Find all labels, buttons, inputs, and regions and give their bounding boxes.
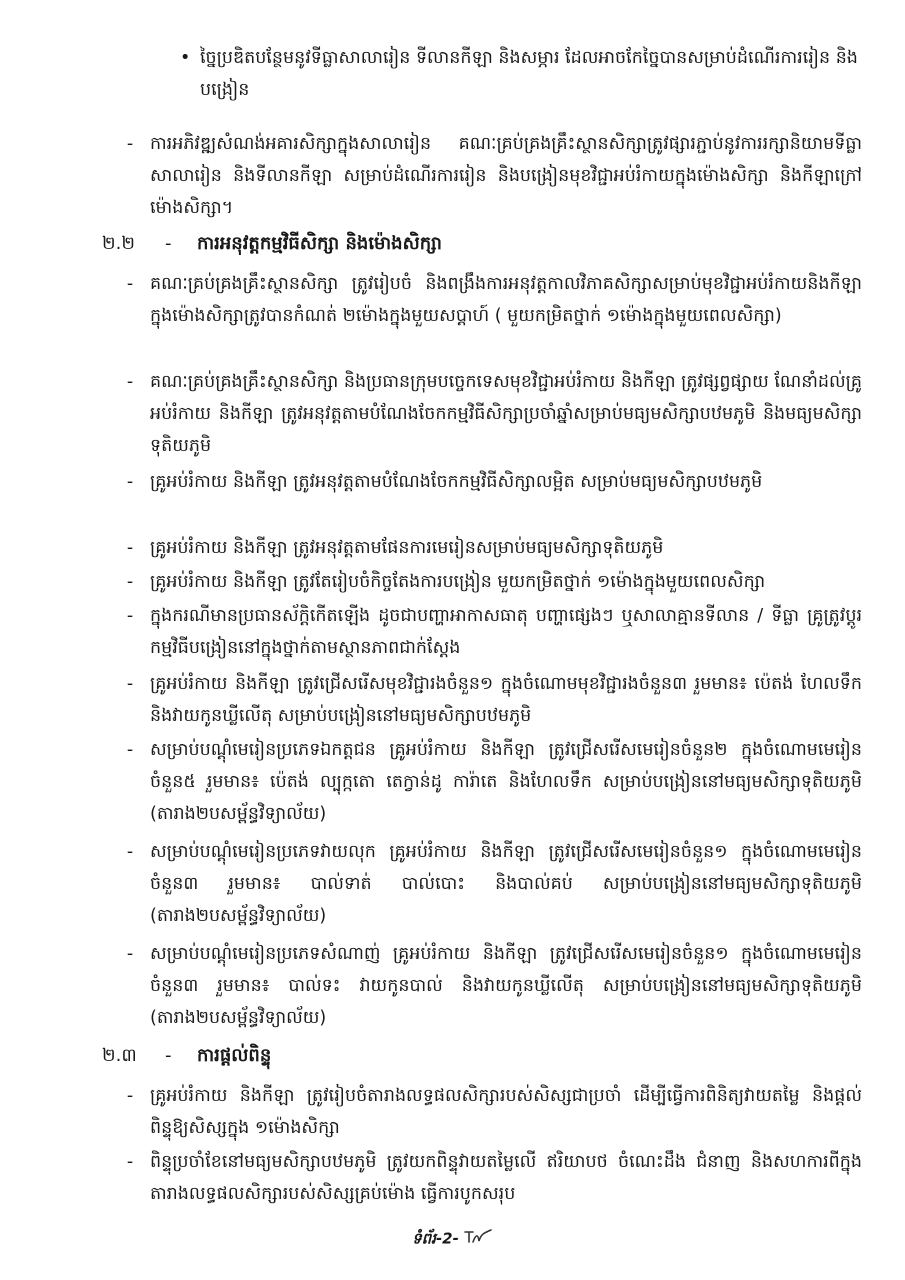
list-dash: - bbox=[126, 538, 134, 558]
bullet-item bbox=[180, 42, 862, 106]
list-item-text: ក្នុងករណីមានប្រធានស័ក្តិកើតឡើង ដូចជាបញ្ហាអាកាសធាតុ បញ្ហាផ្សេងៗ ឬសាលាគ្មានទីលាន / ទីធ្លា គ្រូត្រូវប្តូរកម្មវិធីបង្រៀននៅក្នុងថ្នាក់តាមស្ថានភាពជាក់ស្តែង bbox=[150, 606, 862, 658]
list-item bbox=[126, 268, 862, 332]
list-dash: - bbox=[126, 134, 134, 154]
list-item-text: គ្រូអប់រំកាយ និងកីឡា ត្រូវតែរៀបចំកិច្ចតែងការបង្រៀន មួយកម្រិតថ្នាក់ ១ម៉ោងក្នុងមួយពេលសិក្សា bbox=[150, 572, 766, 592]
list-item bbox=[126, 366, 862, 462]
list-item-text: សម្រាប់បណ្តុំមេរៀនប្រភេទឯកត្តជន គ្រូអប់រំកាយ និងកីឡា ត្រូវជ្រើសរើសមេរៀនចំនួន២ ក្នុងចំណោមមេរៀនចំនួន៥ រួមមាន៖ ប៉េតង់ ល្បុក្កតោ តេក្វាន់ដូ ការ៉ាតេ និងហែលទឹក សម្រាប់បង្រៀននៅមធ្យមសិក្សាទុតិយភូមិ (តារាង២បសម្ព័ន្ធវិទ្យាល័យ) bbox=[150, 740, 862, 824]
list-item-text: សម្រាប់បណ្តុំមេរៀនប្រភេទសំណាញ់ គ្រូអប់រំកាយ និងកីឡា ត្រូវជ្រើសរើសមេរៀនចំនួន១ ក្នុងចំណោមមេរៀនចំនួន៣ រួមមាន៖ បាល់ទះ វាយកូនបាល់ និងវាយកូនឃ្លីលើតុ សម្រាប់បង្រៀននៅមធ្យមសិក្សាទុតិយភូមិ (តារាង២បសម្ព័ន្ធវិទ្យាល័យ) bbox=[150, 944, 862, 1028]
list-item bbox=[126, 836, 862, 932]
list-dash: - bbox=[126, 572, 134, 592]
list-dash: - bbox=[126, 372, 134, 392]
list-item bbox=[126, 1146, 862, 1210]
page-footer bbox=[0, 1228, 905, 1252]
section-number: ២.២ bbox=[102, 233, 135, 254]
list-item bbox=[126, 566, 862, 598]
list-item bbox=[126, 532, 862, 564]
list-item bbox=[126, 1080, 862, 1144]
list-item bbox=[126, 466, 862, 498]
list-dash: - bbox=[126, 274, 134, 294]
list-item-text: សម្រាប់បណ្តុំមេរៀនប្រភេទវាយលុក គ្រូអប់រំកាយ និងកីឡា ត្រូវជ្រើសរើសមេរៀនចំនួន១ ក្នុងចំណោមមេរៀនចំនួន៣ រួមមាន៖ បាល់ទាត់ បាល់បោះ និងបាល់គប់ សម្រាប់បង្រៀននៅមធ្យមសិក្សាទុតិយភូមិ (តារាង២បសម្ព័ន្ធវិទ្យាល័យ) bbox=[150, 842, 862, 926]
list-dash: - bbox=[126, 944, 134, 964]
list-dash: - bbox=[126, 674, 134, 694]
section-title: ការផ្តល់ពិន្ទុ bbox=[197, 1045, 272, 1066]
list-item-text: គ្រូអប់រំកាយ និងកីឡា ត្រូវអនុវត្តតាមបំណែងចែកកម្មវិធីសិក្សាលម្អិត សម្រាប់មធ្យមសិក្សាបឋមភូមិ bbox=[150, 472, 763, 492]
bullet-marker: • bbox=[180, 48, 191, 68]
list-dash: - bbox=[126, 1152, 134, 1172]
list-dash: - bbox=[126, 740, 134, 760]
list-dash: - bbox=[126, 472, 134, 492]
list-item bbox=[126, 734, 862, 830]
page-number-label: ទំព័រ-2- bbox=[412, 1229, 459, 1248]
list-item-text: គ្រូអប់រំកាយ និងកីឡា ត្រូវរៀបចំតារាងលទ្ធផលសិក្សារបស់សិស្សជាប្រចាំ ដើម្បីធ្វើការពិនិត្យវាយតម្លៃ និងផ្តល់ពិន្ទុឱ្យសិស្សក្នុង ១ម៉ោងសិក្សា bbox=[150, 1086, 862, 1138]
section-number: ២.៣ bbox=[102, 1045, 137, 1066]
bullet-text: ច្នៃប្រឌិតបន្ថែមនូវទីធ្លាសាលារៀន ទីលានកីឡា និងសម្ភារ ដែលអាចកែច្នៃបានសម្រាប់ដំណើរការរៀន និងបង្រៀន bbox=[200, 48, 858, 100]
list-item-text: គណៈគ្រប់គ្រងគ្រឹះស្ថានសិក្សា ត្រូវរៀបចំ និងពង្រឹងការអនុវត្តកាលវិភាគសិក្សាសម្រាប់មុខវិជ្ជាអប់រំកាយនិងកីឡាក្នុងម៉ោងសិក្សាត្រូវបានកំណត់ ២ម៉ោងក្នុងមួយសប្តាហ៍ ( មួយកម្រិតថ្នាក់ ១ម៉ោងក្នុងមួយពេលសិក្សា) bbox=[150, 274, 862, 326]
list-item-text: ពិន្ទុប្រចាំខែនៅមធ្យមសិក្សាបឋមភូមិ ត្រូវយកពិន្ទុវាយតម្លៃលើ ឥរិយាបថ ចំណេះដឹង ជំនាញ និងសហការពីក្នុងតារាងលទ្ធផលសិក្សារបស់សិស្សគ្រប់ម៉ោង ធ្វើការបូកសរុប bbox=[150, 1152, 862, 1204]
list-item bbox=[126, 668, 862, 732]
list-item-text: គ្រូអប់រំកាយ និងកីឡា ត្រូវអនុវត្តតាមផែនការមេរៀនសម្រាប់មធ្យមសិក្សាទុតិយភូមិ bbox=[150, 538, 664, 558]
list-dash: - bbox=[126, 842, 134, 862]
list-dash: - bbox=[126, 606, 134, 626]
section-dash: - bbox=[165, 1045, 172, 1066]
list-dash: - bbox=[126, 1086, 134, 1106]
list-item bbox=[126, 128, 862, 224]
section-dash: - bbox=[165, 233, 172, 254]
list-item-text: ការអភិវឌ្ឍសំណង់អគារសិក្សាក្នុងសាលារៀន គណៈគ្រប់គ្រងគ្រឹះស្ថានសិក្សាត្រូវផ្សារភ្ជាប់នូវការរក្សានិយាមទីធ្លាសាលារៀន និងទីលានកីឡា សម្រាប់ដំណើរការរៀន និងបង្រៀនមុខវិជ្ជាអប់រំកាយក្នុងម៉ោងសិក្សា និងកីឡាក្រៅម៉ោងសិក្សា។ bbox=[150, 134, 862, 218]
section-title: ការអនុវត្តកម្មវិធីសិក្សា និងម៉ោងសិក្សា bbox=[197, 233, 442, 254]
list-item-text: គ្រូអប់រំកាយ និងកីឡា ត្រូវជ្រើសរើសមុខវិជ្ជារងចំនួន១ ក្នុងចំណោមមុខវិជ្ជារងចំនួន៣ រួមមាន៖ ប៉េតង់ ហែលទឹក និងវាយកូនឃ្លីលើតុ សម្រាប់បង្រៀននៅមធ្យមសិក្សាបឋមភូមិ bbox=[150, 674, 862, 726]
list-item bbox=[126, 600, 862, 664]
list-item bbox=[126, 938, 862, 1034]
initials-signature bbox=[463, 1228, 493, 1250]
list-item-text: គណៈគ្រប់គ្រងគ្រឹះស្ថានសិក្សា និងប្រធានក្រុមបច្ចេកទេសមុខវិជ្ជាអប់រំកាយ និងកីឡា ត្រូវផ្សព្វផ្សាយ ណែនាំដល់គ្រូអប់រំកាយ និងកីឡា ត្រូវអនុវត្តតាមបំណែងចែកកម្មវិធីសិក្សាប្រចាំឆ្នាំសម្រាប់មធ្យមសិក្សាបឋមភូមិ និងមធ្យមសិក្សាទុតិយភូមិ bbox=[150, 372, 862, 456]
